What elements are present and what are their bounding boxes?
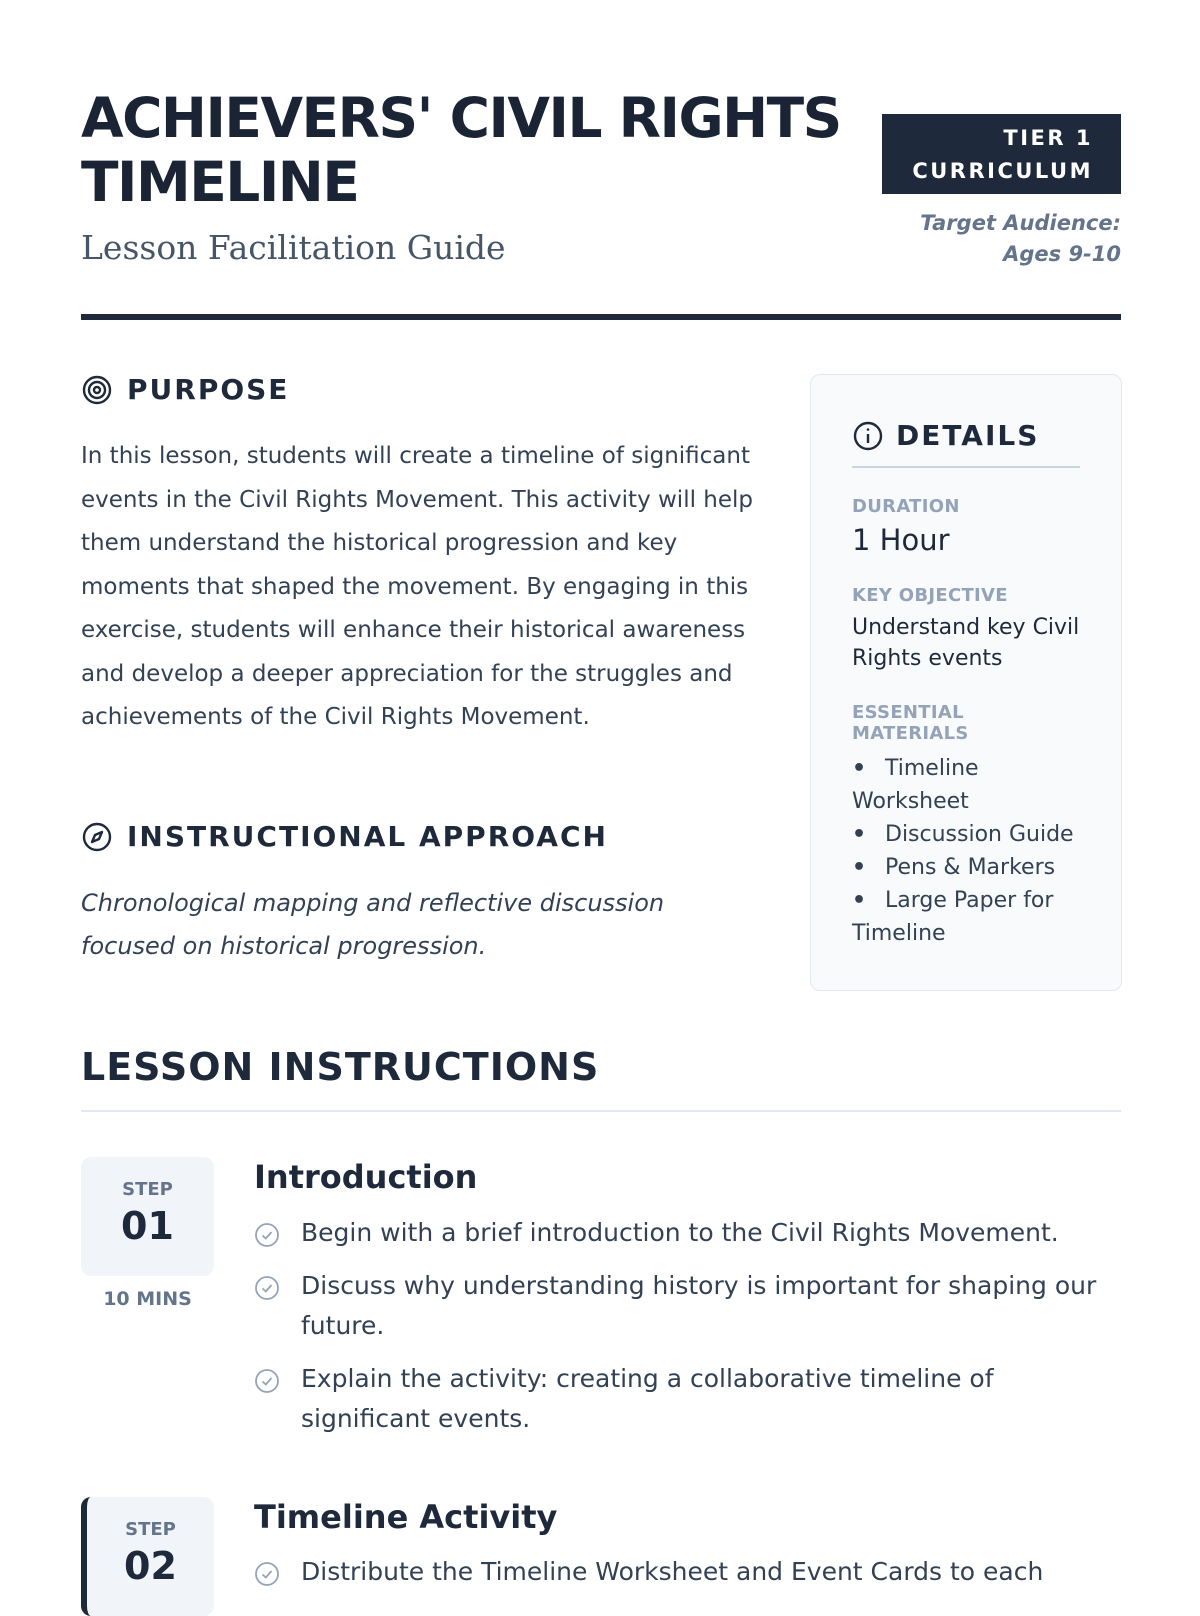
compass-icon (81, 821, 113, 853)
step-02-bullets (254, 1552, 1124, 1605)
info-icon (852, 420, 884, 452)
step-duration: 10 MINS (103, 1288, 192, 1310)
step-title-timeline-activity: Timeline Activity (254, 1498, 558, 1536)
step-label: STEP (122, 1179, 173, 1200)
step-badge-01 (81, 1157, 214, 1276)
step-bullet: Discuss why understanding history is important for shaping our future. (254, 1266, 1124, 1346)
tier-badge-line2: CURRICULUM (912, 159, 1093, 183)
target-icon (81, 374, 113, 406)
details-heading (852, 419, 1080, 468)
step-number: 01 (121, 1204, 174, 1248)
materials-item: • Discussion Guide (852, 822, 1074, 847)
objective-value: Understand key Civil Rights events (852, 615, 1080, 671)
check-circle-icon (254, 1222, 280, 1248)
step-bullet: Begin with a brief introduction to the Civil Rights Movement. (254, 1213, 1124, 1253)
check-circle-icon (254, 1275, 280, 1301)
materials-list (852, 752, 1080, 950)
header-divider (81, 314, 1121, 320)
instructions-divider (81, 1110, 1121, 1112)
materials-label: ESSENTIAL MATERIALS (852, 702, 969, 744)
purpose-heading-label: PURPOSE (127, 373, 290, 406)
objective-label: KEY OBJECTIVE (852, 585, 1008, 606)
materials-item: • Timeline Worksheet (852, 756, 979, 814)
approach-text: Chronological mapping and reflective discussion focused on historical progression. (81, 889, 665, 960)
step-title-introduction: Introduction (254, 1158, 478, 1196)
approach-heading (81, 820, 608, 853)
step-bullet: Distribute the Timeline Worksheet and Event Cards to each (254, 1552, 1124, 1592)
materials-item: • Large Paper for Timeline (852, 888, 1054, 946)
details-card (810, 374, 1122, 991)
purpose-heading (81, 373, 289, 406)
step-bullet: Explain the activity: creating a collaborative timeline of significant events. (254, 1359, 1124, 1439)
step-label: STEP (125, 1519, 176, 1540)
materials-item: • Pens & Markers (852, 855, 1056, 880)
step-badge-02 (81, 1497, 214, 1616)
target-audience-label: Target Audience: (920, 211, 1121, 235)
page-title: ACHIEVERS' CIVIL RIGHTS TIMELINE (81, 86, 841, 214)
duration-value: 1 Hour (852, 523, 950, 557)
check-circle-icon (254, 1561, 280, 1587)
tier-badge-line1: TIER 1 (1003, 126, 1093, 150)
lesson-instructions-heading: LESSON INSTRUCTIONS (81, 1045, 600, 1089)
details-heading-label: DETAILS (896, 419, 1040, 452)
lesson-guide-page (81, 0, 1121, 1600)
check-circle-icon (254, 1368, 280, 1394)
target-audience-value: Ages 9-10 (1003, 242, 1121, 266)
target-audience (881, 208, 1121, 270)
duration-label: DURATION (852, 496, 960, 517)
purpose-text: In this lesson, students will create a timeline of significant events in the Civil Rights Movement. This activity will help them understand the historical progression and key moments that shaped the movement. By engaging in this exercise, students will enhance their historical awareness and develop a deeper appreciation for the struggles and achievements of the Civil Rights Movement. (81, 443, 754, 730)
page-subtitle: Lesson Facilitation Guide (81, 228, 506, 267)
step-01-bullets (254, 1213, 1124, 1452)
approach-heading-label: INSTRUCTIONAL APPROACH (127, 820, 608, 853)
step-number: 02 (124, 1544, 177, 1588)
tier-badge (882, 114, 1121, 194)
